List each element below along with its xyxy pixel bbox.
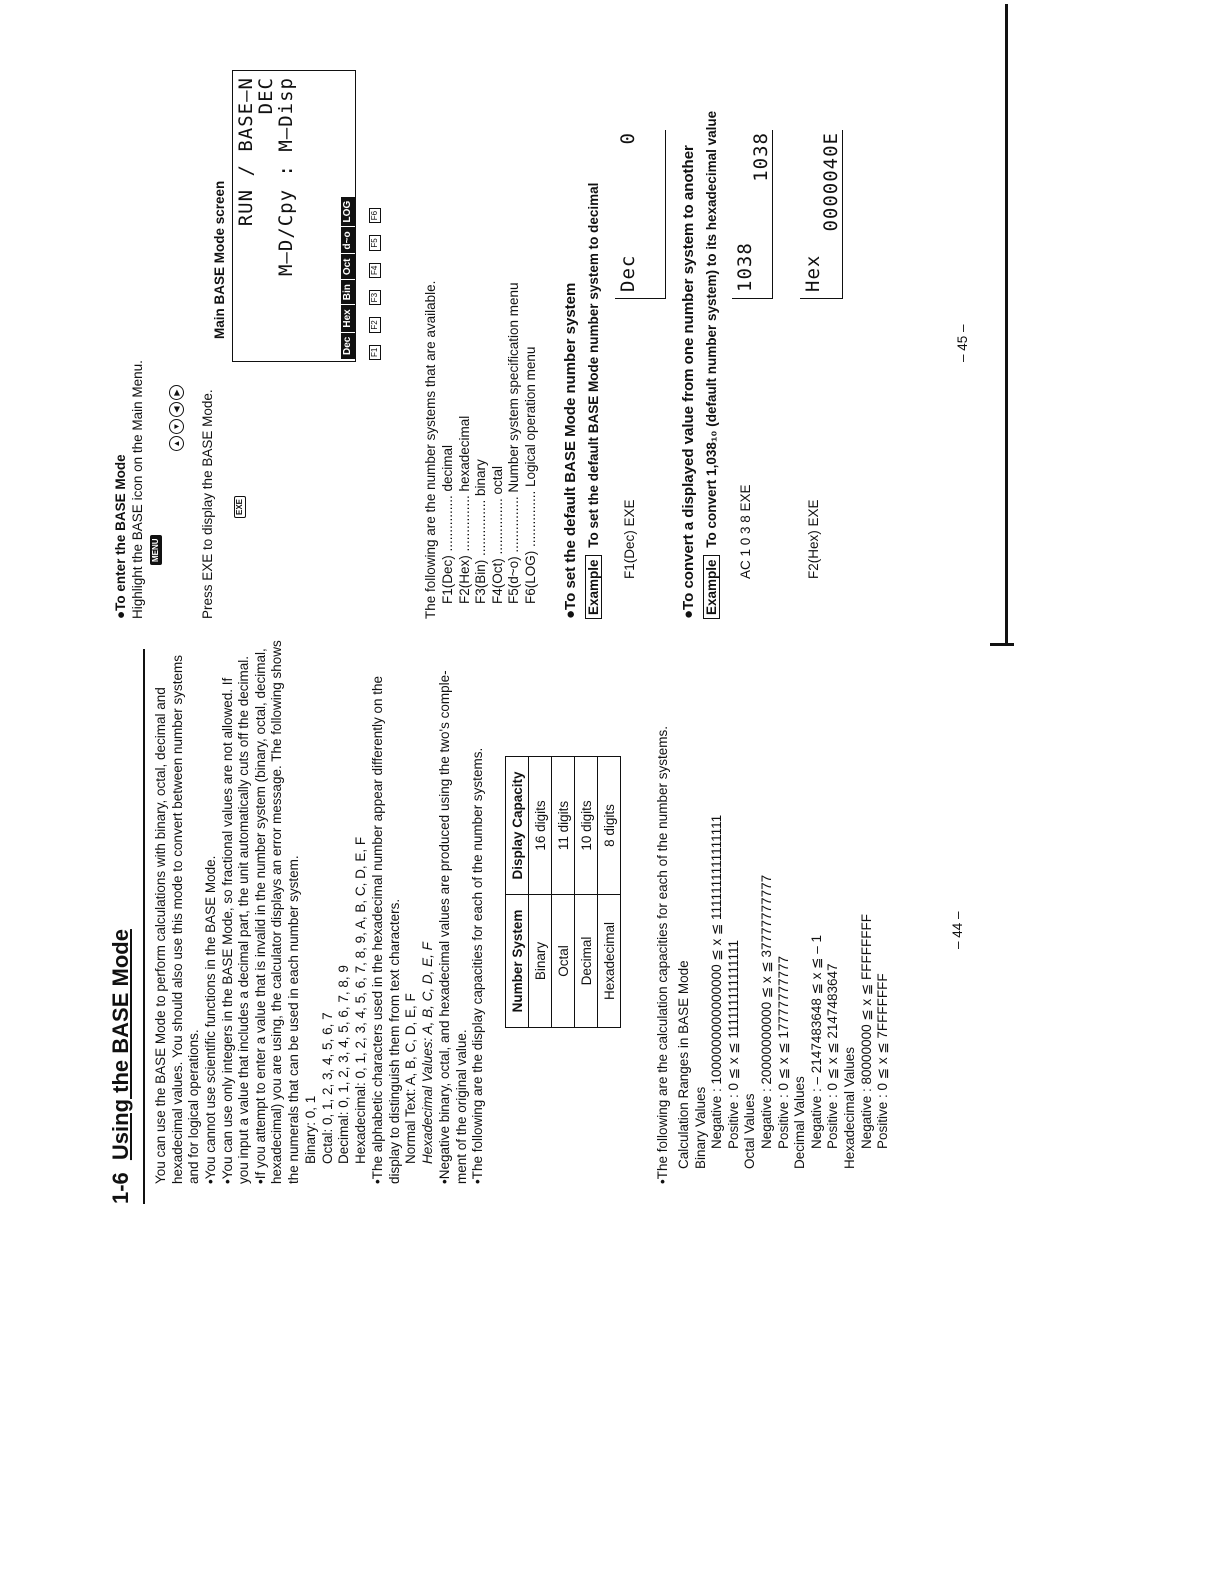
entry-result: 1038 (750, 132, 772, 182)
f4-key: F4 (369, 263, 381, 278)
entry-value: 1038 (734, 242, 756, 292)
base-mode-screen (232, 70, 356, 362)
example-label: Example (585, 555, 602, 619)
section-number: 1-6 (108, 1172, 133, 1204)
press-text: Press EXE to display the BASE Mode. (200, 389, 215, 619)
softkey-dec: Dec (341, 333, 355, 359)
f5-key: F5 (369, 235, 381, 250)
dec-display (615, 130, 666, 299)
normal-text-line: Normal Text: A, B, C, D, E, F (403, 993, 419, 1164)
f3-key: F3 (369, 290, 381, 305)
page-number-44: – 44 – (950, 911, 965, 949)
rules-list: •You cannot use scientific functions in the BASE Mode. •You can use only integers in the BASE Mode, so fractional values are not allowed. If you input a value that includes a decimal part, the unit automatically cuts off the decimal. •If you attempt to enter a value that is invalid in the number system (binary, octal, decimal, hexadecimal) you are using, the calculator displays an error message. The following shows the numerals that can be used in each number system. (203, 640, 301, 1184)
arrow-keys (168, 384, 185, 452)
softkey-hex: Hex (341, 305, 355, 331)
dec-value: 0 (617, 132, 639, 145)
calc-capacity-note: •The following are the calculation capacities for each of the number systems. (655, 726, 670, 1184)
hex-display (800, 130, 843, 299)
screen-line-1: RUN / BASE–N (235, 77, 257, 227)
convert-heading: ●To convert a displayed value from one number system to another (680, 145, 697, 619)
alpha-note: •The alphabetic characters used in the hexadecimal number appear differently on the display to distinguish them from text characters. Normal Text: A, B, C, D, E, F Hexadecimal Values: A, B, C, D, E, F (370, 675, 435, 1184)
dec-mode-label: Dec (617, 254, 639, 292)
softkey-oct: Oct (341, 255, 355, 280)
binding-rule (1005, 4, 1008, 644)
hex-value: 0000040E (820, 132, 842, 232)
exe-key-line (232, 495, 249, 519)
screen-line-2: DEC (255, 77, 277, 115)
table-row: Binary 16 digits (529, 757, 552, 1028)
left-arrow-icon: ◀ (169, 402, 184, 417)
binding-mark (990, 643, 1014, 646)
intro-paragraph: You can use the BASE Mode to perform calculations with binary, octal, decimal and hexadecimal values. You should also use this mode to convert between number systems and for logical operations. (153, 654, 202, 1184)
section-heading (108, 929, 134, 1204)
negative-note: •Negative binary, octal, and hexadecimal values are produced using the two's comple- ment of the original value. •The following are the display capacities for each of the number systems. (437, 670, 486, 1184)
f6-key: F6 (369, 208, 381, 223)
menu-key-line (148, 534, 165, 566)
down-arrow-icon: ▼ (169, 419, 184, 434)
default-heading: ●To set the default BASE Mode number system (562, 282, 579, 619)
enter-text: Highlight the BASE icon on the Main Menu. (130, 360, 145, 619)
default-keystrokes: F1(Dec) EXE (622, 499, 637, 579)
up-arrow-icon: ▲ (169, 436, 184, 451)
table-row: Hexadecimal 8 digits (598, 757, 621, 1028)
softkey-d-o: d~o (341, 227, 355, 253)
table-row: Decimal 10 digits (575, 757, 598, 1028)
entry-display (732, 130, 773, 299)
systems-intro: The following are the number systems that are available. (423, 280, 438, 619)
hex-keystrokes: F2(Hex) EXE (806, 499, 821, 579)
f2-key: F2 (369, 317, 381, 332)
display-capacity-table (505, 756, 621, 1028)
table-row: Octal 11 digits (552, 757, 575, 1028)
enter-heading: ●To enter the BASE Mode (113, 454, 128, 619)
hex-values-line: Hexadecimal Values: A, B, C, D, E, F (419, 942, 435, 1164)
exe-key: EXE (234, 496, 246, 518)
convert-example: Example To convert 1,038₁₀ (default number system) to its hexadecimal value (704, 111, 721, 619)
f1-key: F1 (369, 345, 381, 360)
calculation-ranges: Calculation Ranges in BASE Mode Binary Values Negative : 1000000000000000 ≦ x ≦ 1111111111111111 Positive : 0 ≦ x ≦ 111111111111111 Octal Values Negative : 20000000000 ≦ x ≦ 37777777777 Positive : 0 ≦ x ≦ 17777777777 Decimal Values Negative : – 2147483648 ≦ x ≦ – 1 Positive : 0 ≦ x ≦ 2147483647 Hexadecimal Values Negative : 80000000 ≦ x ≦ FFFFFFFF Positive : 0 ≦ x ≦ 7FFFFFFF (676, 814, 891, 1169)
convert-keystrokes: AC 1 0 3 8 EXE (738, 484, 753, 579)
soft-key-row (337, 196, 355, 359)
example-label: Example (703, 555, 720, 619)
menu-key: MENU (150, 535, 162, 565)
heading-rule (143, 649, 145, 1204)
screen-line-3: M–D/Cpy : M–Disp (275, 77, 297, 277)
softkey-log: LOG (341, 197, 355, 227)
page-number-45: – 45 – (955, 324, 970, 362)
table-header-row: Number System Display Capacity (506, 757, 529, 1028)
systems-list: F1(Dec) ............... decimal F2(Hex) ............... hexadecimal F3(Bin) ............... binary F4(Oct) ............... octal F5(d~o) ............... Number system specification menu F6(LOG) ............... Logical operation menu (440, 282, 538, 604)
screen-caption: Main BASE Mode screen (212, 180, 227, 339)
numerals-list: Binary: 0, 1 Octal: 0, 1, 2, 3, 4, 5, 6, 7 Decimal: 0, 1, 2, 3, 4, 5, 6, 7, 8, 9 Hexadecimal: 0, 1, 2, 3, 4, 5, 6, 7, 8, 9, A, B, C, D, E, F (303, 836, 368, 1164)
default-example: Example To set the default BASE Mode number system to decimal (586, 183, 603, 619)
softkey-bin: Bin (341, 280, 355, 304)
hex-mode-label: Hex (802, 254, 824, 292)
right-arrow-icon: ▶ (169, 385, 184, 400)
page-title: Using the BASE Mode (108, 929, 133, 1161)
function-key-row (364, 196, 382, 360)
